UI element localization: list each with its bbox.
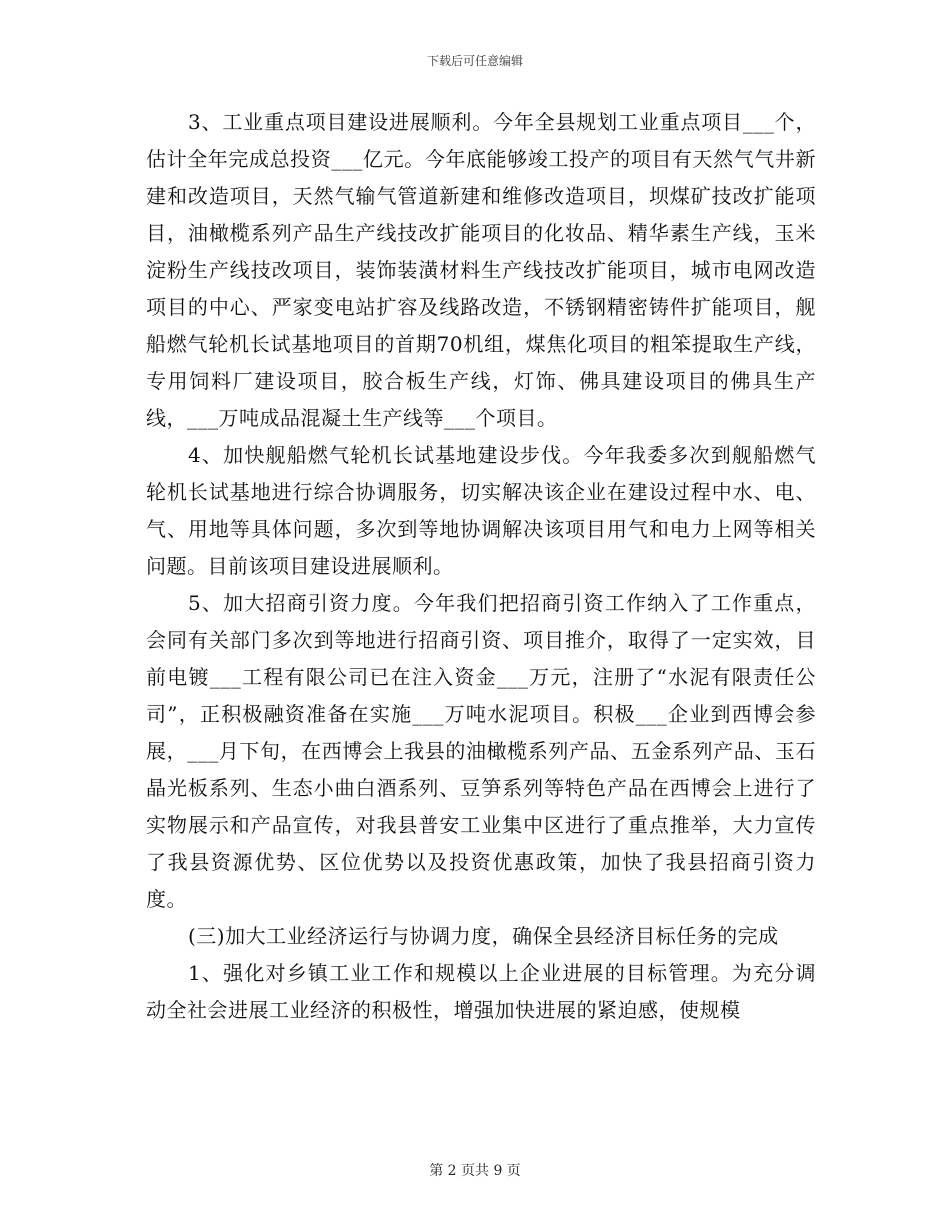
paragraph-item-5: 5、加大招商引资力度。今年我们把招商引资工作纳入了工作重点，会同有关部门多次到等地进行招商引资、项目推介，取得了一定实效，目前电镀___工程有限公司已在注入资金___万元，注册了“水泥有限责任公司”，正积极融资准备在实施___万吨水泥项目。积极___企业到西博会参展，___月下旬，在西博会上我县的油橄榄系列产品、五金系列产品、玉石晶光板系列、生态小曲白酒系列、豆笋系列等特色产品在西博会上进行了实物展示和产品宣传，对我县普安工业集中区进行了重点推举，大力宣传了我县资源优势、区位优势以及投资优惠政策，加快了我县招商引资力度。 xyxy=(146,591,816,911)
section-heading-3: (三)加大工业经济运行与协调力度，确保全县经济目标任务的完成 xyxy=(188,924,779,948)
document-body xyxy=(146,104,816,1029)
page-header: 下载后可任意编辑 xyxy=(426,54,523,68)
paragraph-item-3: 3、工业重点项目建设进展顺利。今年全县规划工业重点项目___个，估计全年完成总投资___亿元。今年底能够竣工投产的项目有天然气气井新建和改造项目，天然气输气管道新建和维修改造项目，坝煤矿技改扩能项目，油橄榄系列产品生产线技改扩能项目的化妆品、精华素生产线，玉米淀粉生产线技改项目，装饰装潢材料生产线技改扩能项目，城市电网改造项目的中心、严家变电站扩容及线路改造，不锈钢精密铸件扩能项目，舰船燃气轮机长试基地项目的首期70机组，煤焦化项目的粗笨提取生产线，专用饲料厂建设项目，胶合板生产线，灯饰、佛具建设项目的佛具生产线，___万吨成品混凝土生产线等___个项目。 xyxy=(146,110,816,430)
paragraph-item-1: 1、强化对乡镇工业工作和规模以上企业进展的目标管理。为充分调动全社会进展工业经济的积极性，增强加快进展的紧迫感，使规模 xyxy=(146,961,816,1022)
paragraph-item-4: 4、加快舰船燃气轮机长试基地建设步伐。今年我委多次到舰船燃气轮机长试基地进行综合协调服务，切实解决该企业在建设过程中水、电、气、用地等具体问题，多次到等地协调解决该项目用气和电力上网等相关问题。目前该项目建设进展顺利。 xyxy=(146,443,816,578)
page-footer: 第 2 页共 9 页 xyxy=(429,1163,521,1179)
